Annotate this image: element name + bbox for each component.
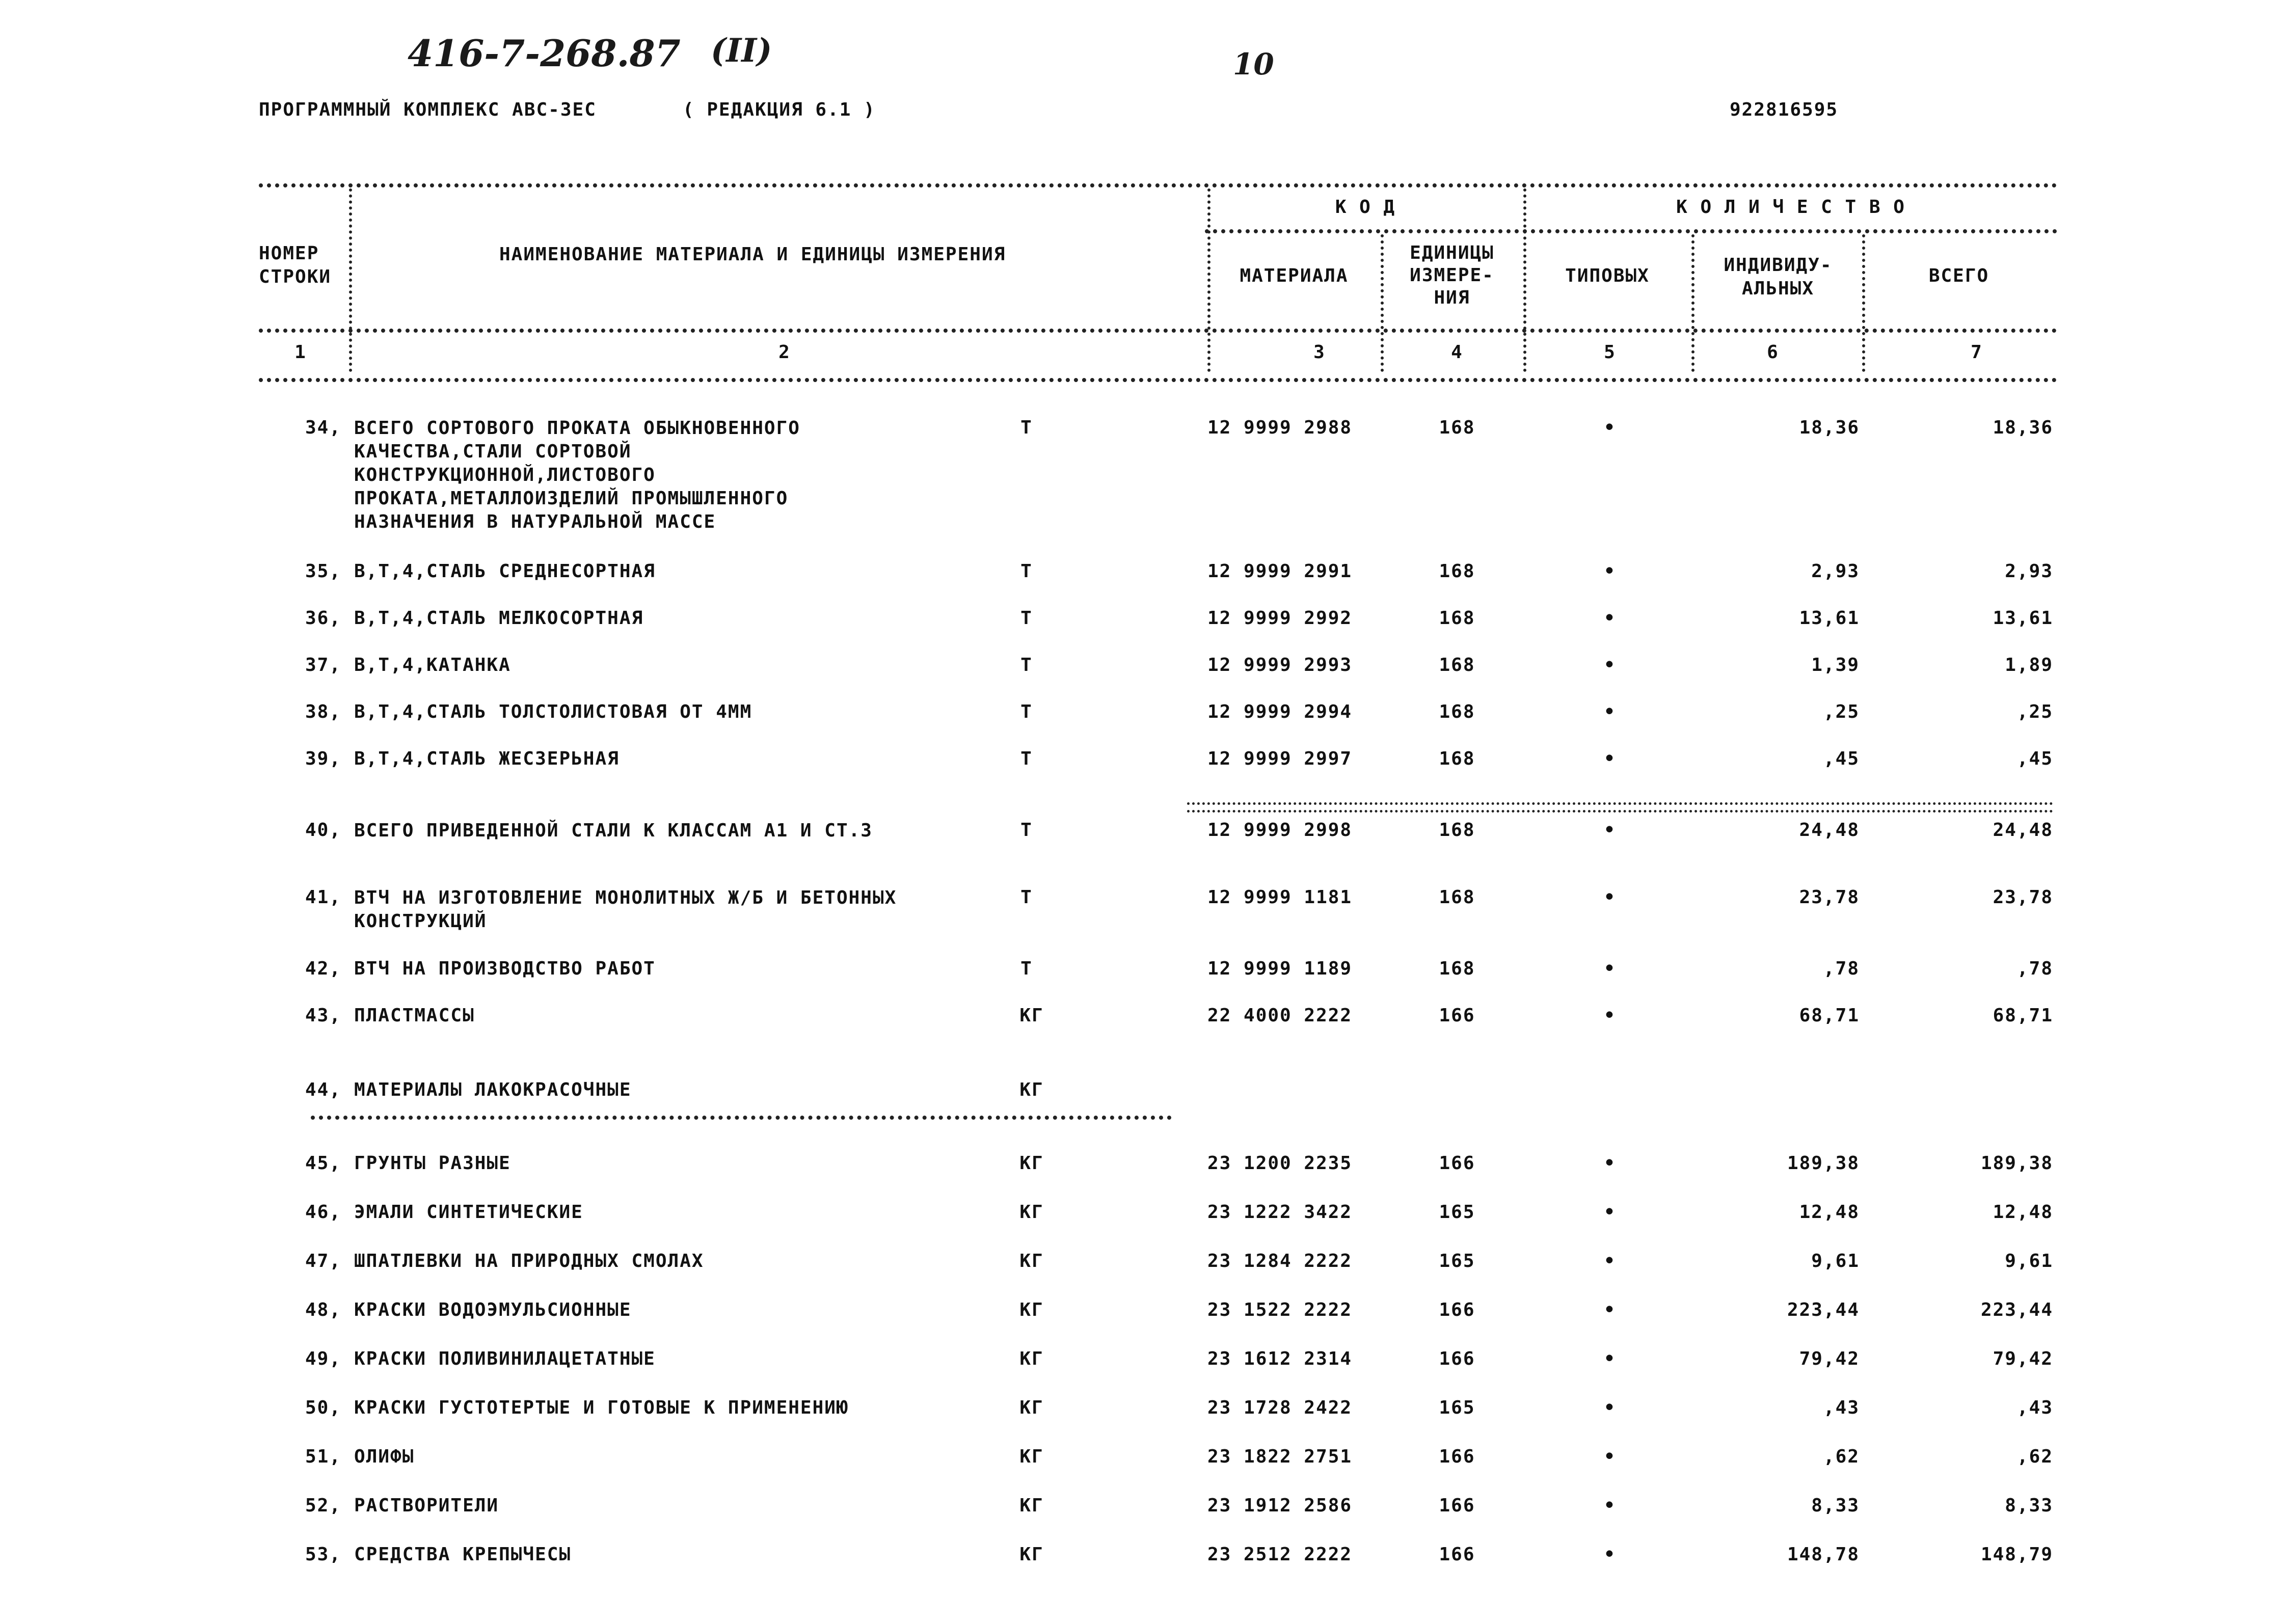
row-unit: КГ <box>1019 1300 1044 1320</box>
row-unit: КГ <box>1019 1153 1044 1174</box>
row-typical: • <box>1604 1446 1616 1467</box>
row-individual: 79,42 <box>1799 1348 1860 1369</box>
row-number: 42, <box>305 958 341 979</box>
row-name: В,Т,4,КАТАНКА <box>354 655 511 675</box>
row-typical: • <box>1604 1348 1616 1369</box>
column-divider <box>1207 188 1210 372</box>
row-typical: • <box>1604 958 1616 979</box>
row-individual: ,43 <box>1823 1397 1860 1418</box>
row-total: 223,44 <box>1980 1300 2053 1320</box>
row-name: ПЛАСТМАССЫ <box>354 1005 475 1026</box>
row-name: МАТЕРИАЛЫ ЛАКОКРАСОЧНЫЕ <box>354 1079 632 1100</box>
row-number: 38, <box>305 701 341 722</box>
row-typical: • <box>1604 608 1616 629</box>
row-name: СРЕДСТВА КРЕПЫЧЕСЫ <box>354 1544 572 1565</box>
row-typical: • <box>1604 1251 1616 1271</box>
row-name: ЭМАЛИ СИНТЕТИЧЕСКИЕ <box>354 1202 583 1223</box>
row-total: 2,93 <box>2005 561 2053 582</box>
row-unit: КГ <box>1019 1005 1044 1026</box>
rule <box>259 329 2057 333</box>
row-name: В,Т,4,СТАЛЬ ТОЛСТОЛИСТОВАЯ ОТ 4ММ <box>354 701 752 722</box>
row-typical: • <box>1604 1005 1616 1026</box>
row-name: ВТЧ НА ПРОИЗВОДСТВО РАБОТ <box>354 958 656 979</box>
doc-roman: (II) <box>711 32 772 70</box>
row-total: 9,61 <box>2005 1251 2053 1271</box>
row-typical: • <box>1604 1202 1616 1223</box>
row-unit-code: 168 <box>1439 701 1475 722</box>
col-name-header: НАИМЕНОВАНИЕ МАТЕРИАЛА И ЕДИНИЦЫ ИЗМЕРЕНИЯ <box>499 244 1006 265</box>
row-individual: 223,44 <box>1787 1300 1860 1320</box>
col-qty-typical-header: ТИПОВЫХ <box>1565 265 1650 286</box>
page-number: 10 <box>1233 47 1274 82</box>
row-name: ВСЕГО ПРИВЕДЕННОЙ СТАЛИ К КЛАССАМ А1 И СТ.3 <box>354 820 873 841</box>
row-unit: Т <box>1020 701 1033 722</box>
row-unit-code: 165 <box>1439 1251 1475 1271</box>
row-code: 12 9999 2997 <box>1207 748 1353 769</box>
row-individual: 68,71 <box>1799 1005 1860 1026</box>
row-unit-code: 166 <box>1439 1348 1475 1369</box>
row-unit: КГ <box>1019 1348 1044 1369</box>
row-unit-code: 166 <box>1439 1495 1475 1516</box>
column-divider <box>1862 234 1865 372</box>
row-total: 24,48 <box>1993 820 2053 841</box>
row-name: КРАСКИ ПОЛИВИНИЛАЦЕТАТНЫЕ <box>354 1348 656 1369</box>
row-typical: • <box>1604 1495 1616 1516</box>
row-code: 23 1728 2422 <box>1207 1397 1353 1418</box>
row-unit-code: 166 <box>1439 1300 1475 1320</box>
row-total: 189,38 <box>1980 1153 2053 1174</box>
row-unit: Т <box>1020 655 1033 675</box>
col-qty-total-header: ВСЕГО <box>1928 265 1989 286</box>
row-unit-code: 168 <box>1439 748 1475 769</box>
row-name: В,Т,4,СТАЛЬ СРЕДНЕСОРТНАЯ <box>354 561 656 582</box>
col-code-material-header: МАТЕРИАЛА <box>1240 265 1349 286</box>
row-number: 39, <box>305 748 341 769</box>
row-unit-code: 168 <box>1439 887 1475 908</box>
row-typical: • <box>1604 748 1616 769</box>
row-unit: КГ <box>1019 1079 1044 1100</box>
row-typical: • <box>1604 887 1616 908</box>
col-number-6: 6 <box>1767 342 1779 363</box>
row-number: 37, <box>305 655 341 675</box>
row-code: 23 1284 2222 <box>1207 1251 1353 1271</box>
col-number-2: 2 <box>778 342 791 363</box>
row-number: 53, <box>305 1544 341 1565</box>
row-unit: КГ <box>1019 1251 1044 1271</box>
row-number: 34, <box>305 417 341 438</box>
row-typical: • <box>1604 820 1616 841</box>
col-number-3: 3 <box>1313 342 1326 363</box>
row-code: 23 1222 3422 <box>1207 1202 1353 1223</box>
row-individual: ,78 <box>1823 958 1860 979</box>
row-individual: 13,61 <box>1799 608 1860 629</box>
row-individual: 148,78 <box>1787 1544 1860 1565</box>
row-unit: КГ <box>1019 1446 1044 1467</box>
row-total: 8,33 <box>2005 1495 2053 1516</box>
row-code: 12 9999 2993 <box>1207 655 1353 675</box>
row-unit-code: 168 <box>1439 608 1475 629</box>
rule <box>1205 229 2057 233</box>
row-number: 49, <box>305 1348 341 1369</box>
col-code-header: К О Д <box>1335 197 1396 218</box>
row-total: ,43 <box>2016 1397 2053 1418</box>
row-name: КРАСКИ ВОДОЭМУЛЬСИОННЫЕ <box>354 1300 632 1320</box>
row-code: 23 1912 2586 <box>1207 1495 1353 1516</box>
subtotal-rule <box>1187 802 2053 805</box>
row-unit: Т <box>1020 820 1033 841</box>
row-total: ,62 <box>2016 1446 2053 1467</box>
row-code: 22 4000 2222 <box>1207 1005 1353 1026</box>
col-number-5: 5 <box>1604 342 1616 363</box>
row-unit: КГ <box>1019 1202 1044 1223</box>
row-unit: Т <box>1020 958 1033 979</box>
row-individual: 189,38 <box>1787 1153 1860 1174</box>
row-code: 23 1822 2751 <box>1207 1446 1353 1467</box>
row-number: 51, <box>305 1446 341 1467</box>
row-code: 12 9999 2988 <box>1207 417 1353 438</box>
row-typical: • <box>1604 655 1616 675</box>
row-unit: КГ <box>1019 1495 1044 1516</box>
row-unit-code: 166 <box>1439 1005 1475 1026</box>
row-total: ,78 <box>2016 958 2053 979</box>
row-number: 52, <box>305 1495 341 1516</box>
row-name: КРАСКИ ГУСТОТЕРТЫЕ И ГОТОВЫЕ К ПРИМЕНЕНИЮ <box>354 1397 849 1418</box>
row-total: 148,79 <box>1980 1544 2053 1565</box>
row-unit-code: 166 <box>1439 1153 1475 1174</box>
column-divider <box>349 188 352 372</box>
row-code: 12 9999 2994 <box>1207 701 1353 722</box>
row-unit-code: 168 <box>1439 820 1475 841</box>
row-name: В,Т,4,СТАЛЬ МЕЛКОСОРТНАЯ <box>354 608 644 629</box>
column-divider <box>1523 188 1526 372</box>
col-qty-individual-header: ИНДИВИДУ- АЛЬНЫХ <box>1724 255 1833 299</box>
row-total: ,25 <box>2016 701 2053 722</box>
col-number-1: 1 <box>294 342 307 363</box>
row-name: ОЛИФЫ <box>354 1446 415 1467</box>
column-divider <box>1381 234 1384 372</box>
row-unit-code: 165 <box>1439 1202 1475 1223</box>
row-number: 44, <box>305 1079 341 1100</box>
row-number: 40, <box>305 820 341 841</box>
row-code: 23 2512 2222 <box>1207 1544 1353 1565</box>
row-name: ВТЧ НА ИЗГОТОВЛЕНИЕ МОНОЛИТНЫХ Ж/Б И БЕТОННЫХ КОНСТРУКЦИЙ <box>354 887 897 932</box>
row-individual: 1,39 <box>1811 655 1860 675</box>
row-code: 12 9999 1189 <box>1207 958 1353 979</box>
row-unit-code: 168 <box>1439 655 1475 675</box>
col-qty-header: К О Л И Ч Е С Т В О <box>1676 197 1905 218</box>
row-name: ВСЕГО СОРТОВОГО ПРОКАТА ОБЫКНОВЕННОГО КАЧЕСТВА,СТАЛИ СОРТОВОЙ КОНСТРУКЦИОННОЙ,ЛИСТОВОГО ПРОКАТА,МЕТАЛЛОИЗДЕЛИЙ ПРОМЫШЛЕННОГО НАЗНАЧЕНИЯ В НАТУРАЛЬНОЙ МАССЕ <box>354 418 800 532</box>
col-code-unit-header: ЕДИНИЦЫ ИЗМЕРЕ- НИЯ <box>1410 242 1494 308</box>
document-code: 922816595 <box>1730 99 1839 120</box>
row-unit: КГ <box>1019 1397 1044 1418</box>
row-individual: ,45 <box>1823 748 1860 769</box>
edition: ( РЕДАКЦИЯ 6.1 ) <box>683 99 876 120</box>
row-total: 13,61 <box>1993 608 2053 629</box>
row-number: 43, <box>305 1005 341 1026</box>
row-individual: 12,48 <box>1799 1202 1860 1223</box>
col-number-7: 7 <box>1971 342 1983 363</box>
row-unit-code: 165 <box>1439 1397 1475 1418</box>
row-number: 46, <box>305 1202 341 1223</box>
subtotal-rule <box>1187 810 2053 813</box>
row-unit: Т <box>1020 887 1033 908</box>
row-code: 12 9999 2991 <box>1207 561 1353 582</box>
row-code: 23 1522 2222 <box>1207 1300 1353 1320</box>
row-total: 79,42 <box>1993 1348 2053 1369</box>
row-individual: 2,93 <box>1811 561 1860 582</box>
row-unit-code: 168 <box>1439 561 1475 582</box>
row-individual: 8,33 <box>1811 1495 1860 1516</box>
row-typical: • <box>1604 561 1616 582</box>
row-typical: • <box>1604 701 1616 722</box>
rule <box>259 378 2057 382</box>
row-unit: Т <box>1020 417 1033 438</box>
row-unit-code: 168 <box>1439 417 1475 438</box>
row-code: 12 9999 2998 <box>1207 820 1353 841</box>
row-number: 36, <box>305 608 341 629</box>
row-individual: ,62 <box>1823 1446 1860 1467</box>
row-unit: Т <box>1020 748 1033 769</box>
row-unit-code: 166 <box>1439 1544 1475 1565</box>
row-individual: ,25 <box>1823 701 1860 722</box>
row-unit-code: 166 <box>1439 1446 1475 1467</box>
row-unit: Т <box>1020 561 1033 582</box>
row-code: 12 9999 1181 <box>1207 887 1353 908</box>
row-number: 48, <box>305 1300 341 1320</box>
row-total: 1,89 <box>2005 655 2053 675</box>
row-code: 23 1200 2235 <box>1207 1153 1353 1174</box>
row-name: ГРУНТЫ РАЗНЫЕ <box>354 1153 511 1174</box>
row-name: ШПАТЛЕВКИ НА ПРИРОДНЫХ СМОЛАХ <box>354 1251 704 1271</box>
row-typical: • <box>1604 417 1616 438</box>
row-code: 12 9999 2992 <box>1207 608 1353 629</box>
program-name: ПРОГРАММНЫЙ КОМПЛЕКС АВС-3ЕС <box>259 99 597 120</box>
row-number: 47, <box>305 1251 341 1271</box>
row-total: 12,48 <box>1993 1202 2053 1223</box>
doc-number: 416-7-268.87 <box>408 32 681 75</box>
row-typical: • <box>1604 1544 1616 1565</box>
section-rule <box>311 1116 1172 1120</box>
row-number: 50, <box>305 1397 341 1418</box>
row-individual: 18,36 <box>1799 417 1860 438</box>
row-code: 23 1612 2314 <box>1207 1348 1353 1369</box>
row-individual: 24,48 <box>1799 820 1860 841</box>
row-typical: • <box>1604 1153 1616 1174</box>
col-number-4: 4 <box>1451 342 1463 363</box>
row-total: ,45 <box>2016 748 2053 769</box>
row-unit: КГ <box>1019 1544 1044 1565</box>
row-individual: 9,61 <box>1811 1251 1860 1271</box>
row-individual: 23,78 <box>1799 887 1860 908</box>
row-total: 18,36 <box>1993 417 2053 438</box>
row-number: 41, <box>305 887 341 908</box>
rule <box>259 183 2057 187</box>
row-unit: Т <box>1020 608 1033 629</box>
row-number: 35, <box>305 561 341 582</box>
row-total: 23,78 <box>1993 887 2053 908</box>
column-divider <box>1691 234 1694 372</box>
row-typical: • <box>1604 1300 1616 1320</box>
row-number: 45, <box>305 1153 341 1174</box>
row-typical: • <box>1604 1397 1616 1418</box>
row-unit-code: 168 <box>1439 958 1475 979</box>
row-total: 68,71 <box>1993 1005 2053 1026</box>
row-name: РАСТВОРИТЕЛИ <box>354 1495 499 1516</box>
row-name: В,Т,4,СТАЛЬ ЖЕСЗЕРЬНАЯ <box>354 748 620 769</box>
col-number-header: НОМЕР СТРОКИ <box>259 243 332 287</box>
